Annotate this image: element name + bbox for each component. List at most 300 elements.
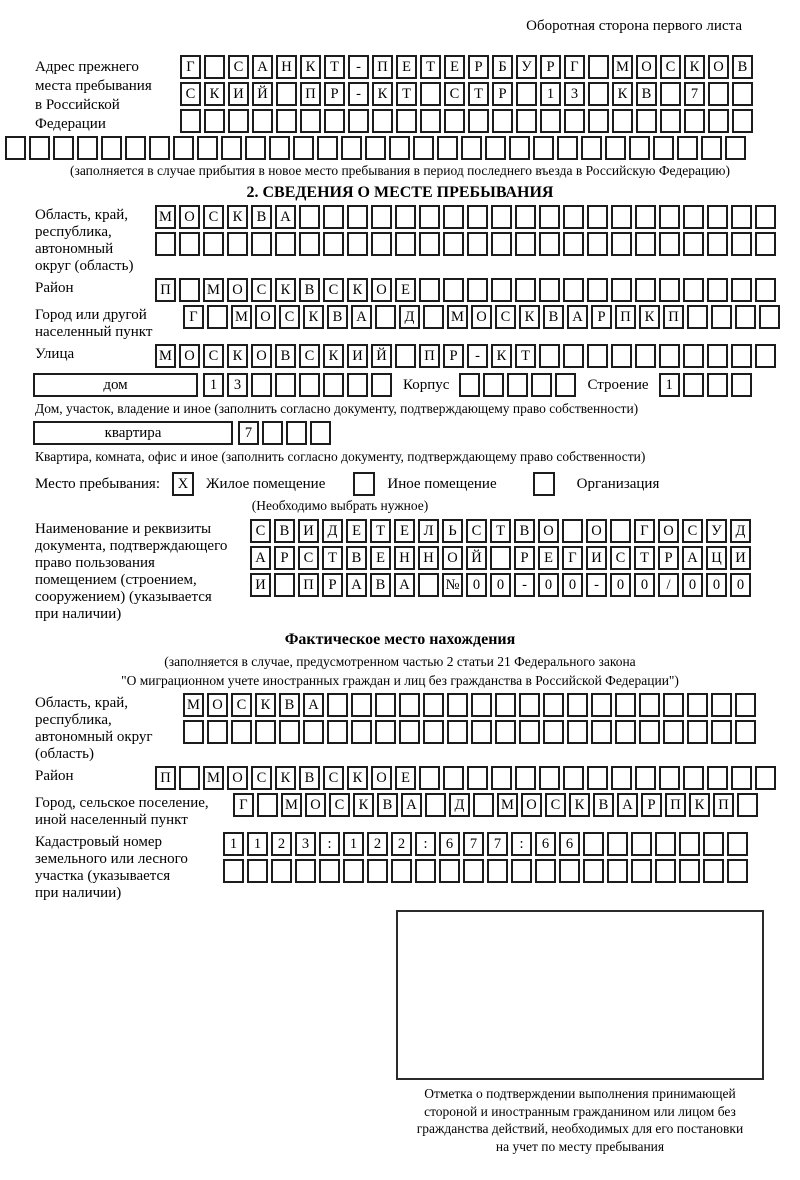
char-cell[interactable]: О: [227, 766, 248, 790]
char-cell[interactable]: Ь: [442, 519, 463, 543]
char-cell[interactable]: [371, 232, 392, 256]
char-cell[interactable]: [708, 109, 729, 133]
char-cell[interactable]: Р: [514, 546, 535, 570]
char-cell[interactable]: [443, 766, 464, 790]
char-cell[interactable]: [543, 720, 564, 744]
char-cell[interactable]: 1: [343, 832, 364, 856]
char-cell[interactable]: 2: [391, 832, 412, 856]
char-cell[interactable]: [419, 278, 440, 302]
char-cell[interactable]: [77, 136, 98, 160]
char-cell[interactable]: [245, 136, 266, 160]
char-cell[interactable]: :: [415, 832, 436, 856]
char-cell[interactable]: Е: [444, 55, 465, 79]
char-cell[interactable]: А: [346, 573, 367, 597]
char-cell[interactable]: [587, 205, 608, 229]
char-cell[interactable]: [396, 109, 417, 133]
char-cell[interactable]: [5, 136, 26, 160]
char-cell[interactable]: А: [351, 305, 372, 329]
char-cell[interactable]: С: [298, 546, 319, 570]
char-cell[interactable]: [347, 232, 368, 256]
char-cell[interactable]: Ц: [706, 546, 727, 570]
char-cell[interactable]: [612, 109, 633, 133]
char-cell[interactable]: 1: [247, 832, 268, 856]
char-cell[interactable]: [125, 136, 146, 160]
char-cell[interactable]: [533, 136, 554, 160]
char-cell[interactable]: [395, 232, 416, 256]
char-cell[interactable]: :: [511, 832, 532, 856]
char-cell[interactable]: [492, 109, 513, 133]
char-cell[interactable]: [323, 232, 344, 256]
char-cell[interactable]: [555, 373, 576, 397]
char-cell[interactable]: [677, 136, 698, 160]
char-cell[interactable]: №: [442, 573, 463, 597]
char-cell[interactable]: С: [495, 305, 516, 329]
char-cell[interactable]: [607, 859, 628, 883]
char-cell[interactable]: [262, 421, 283, 445]
char-cell[interactable]: [516, 109, 537, 133]
char-cell[interactable]: 1: [223, 832, 244, 856]
char-cell[interactable]: [515, 232, 536, 256]
char-cell[interactable]: [204, 55, 225, 79]
char-cell[interactable]: [228, 109, 249, 133]
char-cell[interactable]: П: [615, 305, 636, 329]
char-cell[interactable]: [615, 693, 636, 717]
char-cell[interactable]: [413, 136, 434, 160]
char-cell[interactable]: О: [179, 344, 200, 368]
char-cell[interactable]: [587, 278, 608, 302]
char-cell[interactable]: О: [521, 793, 542, 817]
char-cell[interactable]: [515, 766, 536, 790]
char-cell[interactable]: А: [401, 793, 422, 817]
char-cell[interactable]: [563, 278, 584, 302]
char-cell[interactable]: [725, 136, 746, 160]
char-cell[interactable]: [420, 109, 441, 133]
char-cell[interactable]: [735, 305, 756, 329]
char-cell[interactable]: У: [516, 55, 537, 79]
char-cell[interactable]: О: [227, 278, 248, 302]
char-cell[interactable]: А: [250, 546, 271, 570]
char-cell[interactable]: Р: [658, 546, 679, 570]
char-cell[interactable]: А: [303, 693, 324, 717]
char-cell[interactable]: 2: [367, 832, 388, 856]
char-cell[interactable]: [701, 136, 722, 160]
char-cell[interactable]: К: [275, 278, 296, 302]
char-cell[interactable]: [461, 136, 482, 160]
char-cell[interactable]: Й: [466, 546, 487, 570]
char-cell[interactable]: [319, 859, 340, 883]
char-cell[interactable]: [755, 278, 776, 302]
char-cell[interactable]: Т: [420, 55, 441, 79]
char-cell[interactable]: [483, 373, 504, 397]
char-cell[interactable]: О: [708, 55, 729, 79]
char-cell[interactable]: Г: [180, 55, 201, 79]
char-cell[interactable]: [495, 720, 516, 744]
char-cell[interactable]: П: [155, 278, 176, 302]
char-cell[interactable]: [562, 519, 583, 543]
char-cell[interactable]: К: [372, 82, 393, 106]
char-cell[interactable]: [635, 278, 656, 302]
char-cell[interactable]: [659, 766, 680, 790]
char-cell[interactable]: О: [305, 793, 326, 817]
char-cell[interactable]: [731, 205, 752, 229]
char-cell[interactable]: [425, 793, 446, 817]
char-cell[interactable]: [509, 136, 530, 160]
char-cell[interactable]: [659, 344, 680, 368]
char-cell[interactable]: 0: [466, 573, 487, 597]
char-cell[interactable]: [327, 693, 348, 717]
char-cell[interactable]: [471, 720, 492, 744]
char-cell[interactable]: [611, 205, 632, 229]
char-cell[interactable]: [276, 82, 297, 106]
char-cell[interactable]: [737, 793, 758, 817]
char-cell[interactable]: [459, 373, 480, 397]
char-cell[interactable]: К: [300, 55, 321, 79]
char-cell[interactable]: [423, 305, 444, 329]
char-cell[interactable]: [708, 82, 729, 106]
char-cell[interactable]: Р: [540, 55, 561, 79]
char-cell[interactable]: 1: [659, 373, 680, 397]
apartment-type-box[interactable]: квартира: [33, 421, 233, 445]
char-cell[interactable]: [531, 373, 552, 397]
char-cell[interactable]: [180, 109, 201, 133]
char-cell[interactable]: Т: [515, 344, 536, 368]
char-cell[interactable]: [588, 55, 609, 79]
char-cell[interactable]: С: [466, 519, 487, 543]
char-cell[interactable]: [655, 859, 676, 883]
char-cell[interactable]: [605, 136, 626, 160]
char-cell[interactable]: Г: [634, 519, 655, 543]
char-cell[interactable]: [631, 859, 652, 883]
char-cell[interactable]: В: [299, 766, 320, 790]
char-cell[interactable]: П: [713, 793, 734, 817]
char-cell[interactable]: [375, 693, 396, 717]
char-cell[interactable]: [323, 373, 344, 397]
char-cell[interactable]: [519, 720, 540, 744]
char-cell[interactable]: [375, 720, 396, 744]
char-cell[interactable]: [687, 720, 708, 744]
char-cell[interactable]: [539, 232, 560, 256]
char-cell[interactable]: К: [255, 693, 276, 717]
char-cell[interactable]: [269, 136, 290, 160]
char-cell[interactable]: [707, 278, 728, 302]
char-cell[interactable]: В: [346, 546, 367, 570]
char-cell[interactable]: О: [471, 305, 492, 329]
char-cell[interactable]: [467, 232, 488, 256]
char-cell[interactable]: С: [250, 519, 271, 543]
char-cell[interactable]: [711, 720, 732, 744]
char-cell[interactable]: [53, 136, 74, 160]
char-cell[interactable]: [101, 136, 122, 160]
char-cell[interactable]: [399, 693, 420, 717]
char-cell[interactable]: [419, 766, 440, 790]
char-cell[interactable]: [495, 693, 516, 717]
char-cell[interactable]: [683, 344, 704, 368]
char-cell[interactable]: [679, 859, 700, 883]
char-cell[interactable]: [295, 859, 316, 883]
char-cell[interactable]: [487, 859, 508, 883]
char-cell[interactable]: [251, 232, 272, 256]
char-cell[interactable]: В: [636, 82, 657, 106]
char-cell[interactable]: [447, 693, 468, 717]
char-cell[interactable]: [348, 109, 369, 133]
char-cell[interactable]: К: [569, 793, 590, 817]
char-cell[interactable]: [583, 859, 604, 883]
char-cell[interactable]: О: [371, 766, 392, 790]
char-cell[interactable]: [423, 720, 444, 744]
char-cell[interactable]: [389, 136, 410, 160]
char-cell[interactable]: Т: [322, 546, 343, 570]
char-cell[interactable]: -: [586, 573, 607, 597]
char-cell[interactable]: А: [252, 55, 273, 79]
char-cell[interactable]: 0: [706, 573, 727, 597]
char-cell[interactable]: [231, 720, 252, 744]
char-cell[interactable]: Т: [634, 546, 655, 570]
char-cell[interactable]: [563, 205, 584, 229]
char-cell[interactable]: [515, 278, 536, 302]
char-cell[interactable]: [639, 720, 660, 744]
char-cell[interactable]: О: [586, 519, 607, 543]
char-cell[interactable]: 6: [535, 832, 556, 856]
char-cell[interactable]: [663, 720, 684, 744]
char-cell[interactable]: О: [636, 55, 657, 79]
char-cell[interactable]: Т: [370, 519, 391, 543]
char-cell[interactable]: [371, 205, 392, 229]
char-cell[interactable]: С: [203, 344, 224, 368]
char-cell[interactable]: 1: [540, 82, 561, 106]
char-cell[interactable]: :: [319, 832, 340, 856]
char-cell[interactable]: Н: [418, 546, 439, 570]
char-cell[interactable]: [207, 720, 228, 744]
char-cell[interactable]: С: [251, 278, 272, 302]
char-cell[interactable]: В: [251, 205, 272, 229]
char-cell[interactable]: К: [204, 82, 225, 106]
char-cell[interactable]: [179, 766, 200, 790]
char-cell[interactable]: [587, 344, 608, 368]
char-cell[interactable]: [343, 859, 364, 883]
char-cell[interactable]: [299, 205, 320, 229]
char-cell[interactable]: Д: [322, 519, 343, 543]
house-type-box[interactable]: дом: [33, 373, 198, 397]
char-cell[interactable]: И: [228, 82, 249, 106]
char-cell[interactable]: [660, 82, 681, 106]
char-cell[interactable]: [179, 232, 200, 256]
char-cell[interactable]: [635, 232, 656, 256]
char-cell[interactable]: Е: [396, 55, 417, 79]
char-cell[interactable]: Р: [324, 82, 345, 106]
char-cell[interactable]: [683, 205, 704, 229]
char-cell[interactable]: [203, 232, 224, 256]
char-cell[interactable]: С: [682, 519, 703, 543]
char-cell[interactable]: 0: [490, 573, 511, 597]
char-cell[interactable]: С: [231, 693, 252, 717]
char-cell[interactable]: [443, 278, 464, 302]
char-cell[interactable]: М: [155, 205, 176, 229]
char-cell[interactable]: В: [279, 693, 300, 717]
char-cell[interactable]: М: [155, 344, 176, 368]
char-cell[interactable]: [443, 205, 464, 229]
char-cell[interactable]: О: [179, 205, 200, 229]
char-cell[interactable]: [255, 720, 276, 744]
char-cell[interactable]: [299, 232, 320, 256]
char-cell[interactable]: [275, 373, 296, 397]
char-cell[interactable]: К: [353, 793, 374, 817]
char-cell[interactable]: [419, 205, 440, 229]
char-cell[interactable]: В: [543, 305, 564, 329]
char-cell[interactable]: [631, 832, 652, 856]
char-cell[interactable]: 3: [564, 82, 585, 106]
char-cell[interactable]: [639, 693, 660, 717]
char-cell[interactable]: [591, 720, 612, 744]
char-cell[interactable]: С: [299, 344, 320, 368]
char-cell[interactable]: [395, 205, 416, 229]
char-cell[interactable]: -: [514, 573, 535, 597]
char-cell[interactable]: [179, 278, 200, 302]
char-cell[interactable]: Р: [274, 546, 295, 570]
char-cell[interactable]: 0: [562, 573, 583, 597]
char-cell[interactable]: [539, 205, 560, 229]
char-cell[interactable]: В: [377, 793, 398, 817]
char-cell[interactable]: [659, 232, 680, 256]
char-cell[interactable]: [581, 136, 602, 160]
char-cell[interactable]: [707, 373, 728, 397]
char-cell[interactable]: Г: [564, 55, 585, 79]
char-cell[interactable]: [610, 519, 631, 543]
char-cell[interactable]: М: [447, 305, 468, 329]
char-cell[interactable]: Т: [324, 55, 345, 79]
char-cell[interactable]: [420, 82, 441, 106]
char-cell[interactable]: [418, 573, 439, 597]
char-cell[interactable]: М: [183, 693, 204, 717]
char-cell[interactable]: С: [545, 793, 566, 817]
char-cell[interactable]: [252, 109, 273, 133]
char-cell[interactable]: [257, 793, 278, 817]
char-cell[interactable]: К: [639, 305, 660, 329]
char-cell[interactable]: П: [372, 55, 393, 79]
char-cell[interactable]: С: [228, 55, 249, 79]
char-cell[interactable]: К: [303, 305, 324, 329]
char-cell[interactable]: К: [347, 278, 368, 302]
char-cell[interactable]: [731, 373, 752, 397]
char-cell[interactable]: [227, 232, 248, 256]
char-cell[interactable]: С: [323, 766, 344, 790]
char-cell[interactable]: [559, 859, 580, 883]
char-cell[interactable]: [437, 136, 458, 160]
char-cell[interactable]: Р: [492, 82, 513, 106]
char-cell[interactable]: [653, 136, 674, 160]
char-cell[interactable]: С: [180, 82, 201, 106]
char-cell[interactable]: С: [660, 55, 681, 79]
char-cell[interactable]: К: [519, 305, 540, 329]
char-cell[interactable]: [659, 278, 680, 302]
char-cell[interactable]: [515, 205, 536, 229]
char-cell[interactable]: [367, 859, 388, 883]
char-cell[interactable]: [727, 832, 748, 856]
char-cell[interactable]: [755, 205, 776, 229]
char-cell[interactable]: И: [347, 344, 368, 368]
char-cell[interactable]: [395, 344, 416, 368]
char-cell[interactable]: [567, 693, 588, 717]
char-cell[interactable]: В: [593, 793, 614, 817]
char-cell[interactable]: 0: [730, 573, 751, 597]
char-cell[interactable]: П: [298, 573, 319, 597]
char-cell[interactable]: [583, 832, 604, 856]
char-cell[interactable]: /: [658, 573, 679, 597]
char-cell[interactable]: А: [617, 793, 638, 817]
char-cell[interactable]: [29, 136, 50, 160]
char-cell[interactable]: М: [203, 766, 224, 790]
char-cell[interactable]: К: [612, 82, 633, 106]
char-cell[interactable]: Д: [730, 519, 751, 543]
char-cell[interactable]: К: [323, 344, 344, 368]
char-cell[interactable]: В: [732, 55, 753, 79]
char-cell[interactable]: [615, 720, 636, 744]
char-cell[interactable]: С: [279, 305, 300, 329]
char-cell[interactable]: Е: [370, 546, 391, 570]
char-cell[interactable]: [611, 344, 632, 368]
char-cell[interactable]: [731, 232, 752, 256]
char-cell[interactable]: [310, 421, 331, 445]
char-cell[interactable]: [587, 766, 608, 790]
char-cell[interactable]: [755, 232, 776, 256]
char-cell[interactable]: 0: [682, 573, 703, 597]
char-cell[interactable]: [519, 693, 540, 717]
char-cell[interactable]: -: [348, 55, 369, 79]
char-cell[interactable]: [735, 720, 756, 744]
char-cell[interactable]: М: [497, 793, 518, 817]
char-cell[interactable]: [635, 344, 656, 368]
char-cell[interactable]: -: [348, 82, 369, 106]
char-cell[interactable]: И: [586, 546, 607, 570]
char-cell[interactable]: [327, 720, 348, 744]
char-cell[interactable]: [707, 205, 728, 229]
char-cell[interactable]: [351, 693, 372, 717]
char-cell[interactable]: [423, 693, 444, 717]
char-cell[interactable]: О: [371, 278, 392, 302]
char-cell[interactable]: [732, 82, 753, 106]
char-cell[interactable]: [731, 278, 752, 302]
char-cell[interactable]: Г: [233, 793, 254, 817]
char-cell[interactable]: [371, 373, 392, 397]
char-cell[interactable]: 7: [684, 82, 705, 106]
char-cell[interactable]: [683, 278, 704, 302]
char-cell[interactable]: П: [663, 305, 684, 329]
char-cell[interactable]: [635, 766, 656, 790]
char-cell[interactable]: С: [203, 205, 224, 229]
char-cell[interactable]: [183, 720, 204, 744]
char-cell[interactable]: В: [327, 305, 348, 329]
char-cell[interactable]: [467, 205, 488, 229]
char-cell[interactable]: У: [706, 519, 727, 543]
char-cell[interactable]: А: [682, 546, 703, 570]
char-cell[interactable]: [173, 136, 194, 160]
char-cell[interactable]: О: [658, 519, 679, 543]
char-cell[interactable]: К: [275, 766, 296, 790]
char-cell[interactable]: К: [347, 766, 368, 790]
char-cell[interactable]: [323, 205, 344, 229]
char-cell[interactable]: П: [419, 344, 440, 368]
char-cell[interactable]: [491, 278, 512, 302]
char-cell[interactable]: А: [275, 205, 296, 229]
char-cell[interactable]: [611, 766, 632, 790]
char-cell[interactable]: [275, 232, 296, 256]
char-cell[interactable]: [279, 720, 300, 744]
char-cell[interactable]: Е: [395, 278, 416, 302]
char-cell[interactable]: И: [250, 573, 271, 597]
char-cell[interactable]: [468, 109, 489, 133]
char-cell[interactable]: 7: [238, 421, 259, 445]
char-cell[interactable]: О: [207, 693, 228, 717]
char-cell[interactable]: П: [155, 766, 176, 790]
